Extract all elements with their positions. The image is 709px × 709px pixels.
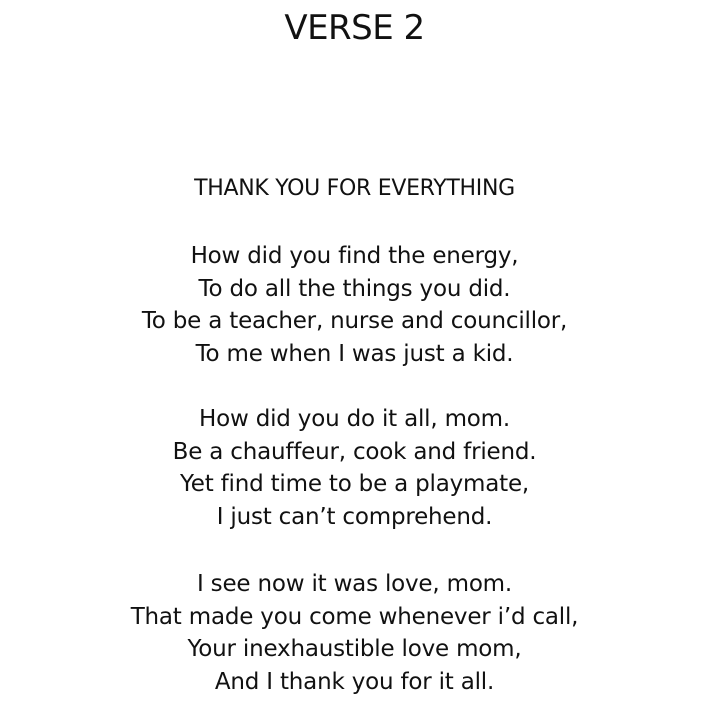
poem-line: And I thank you for it all. (214, 668, 495, 695)
poem-line: I just can’t comprehend. (216, 503, 493, 530)
poem-line: How did you do it all, mom. (199, 406, 510, 432)
stanza-1 (0, 240, 709, 370)
poem-line: Be a chauffeur, cook and friend. (172, 438, 537, 465)
poem-line: I see now it was love, mom. (196, 571, 513, 597)
stanza-2 (0, 403, 709, 533)
verse-heading: VERSE 2 (284, 8, 425, 48)
poem-line: Yet find time to be a playmate, (179, 471, 530, 497)
poem-line: How did you find the energy, (190, 243, 519, 269)
poem-title: THANK YOU FOR EVERYTHING (194, 176, 515, 201)
poem-line: That made you come whenever i’d call, (130, 603, 579, 630)
poem-line: To do all the things you did. (198, 275, 511, 302)
poem-line: Your inexhaustible love mom, (187, 636, 522, 662)
stanza-3 (0, 568, 709, 698)
poem-line: To me when I was just a kid. (195, 340, 514, 367)
poem-line: To be a teacher, nurse and councillor, (141, 308, 568, 334)
